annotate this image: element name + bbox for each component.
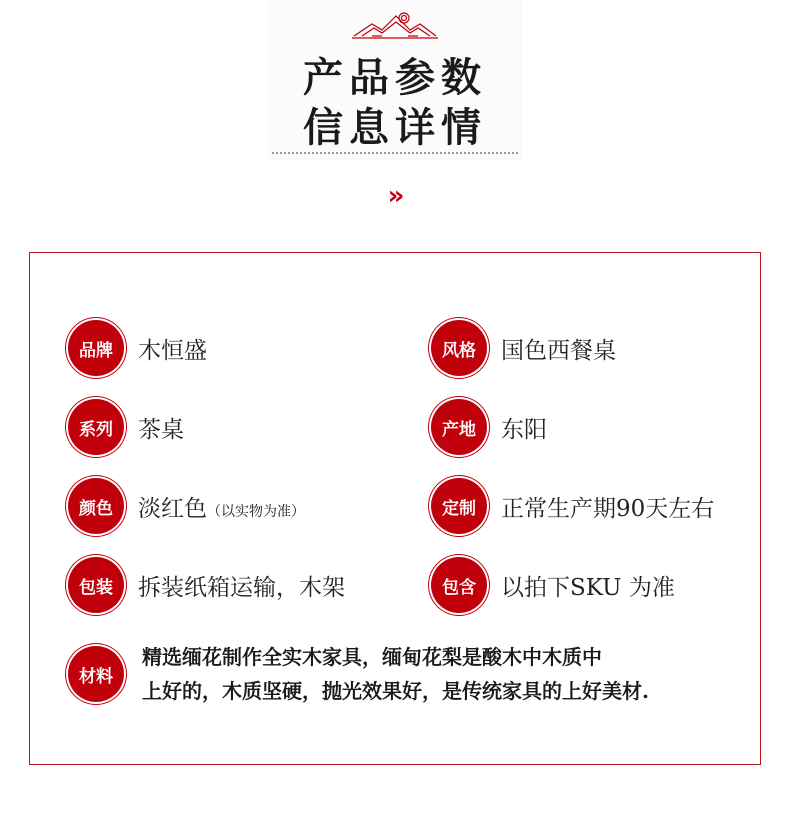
param-style xyxy=(431,320,616,376)
color-value: 淡红色 xyxy=(138,495,207,522)
dotted-divider xyxy=(272,152,518,154)
color-note: （以实物为准） xyxy=(207,503,305,520)
packing-value: 拆装纸箱运输，木架 xyxy=(138,574,345,601)
param-origin xyxy=(431,399,547,455)
material-line1: 精选缅花制作全实木家具，缅甸花梨是酸木中木质中 xyxy=(142,645,602,669)
material-badge: 材料 xyxy=(68,646,124,702)
brand-value: 木恒盛 xyxy=(138,337,207,364)
double-chevron-icon: » xyxy=(387,181,405,211)
contains-badge: 包含 xyxy=(431,557,487,613)
color-value-wrap xyxy=(138,490,305,523)
brand-badge: 品牌 xyxy=(68,320,124,376)
material-line2: 上好的，木质坚硬，抛光效果好，是传统家具的上好美材. xyxy=(142,679,649,703)
param-material xyxy=(68,640,742,708)
param-brand xyxy=(68,320,207,376)
packing-badge: 包装 xyxy=(68,557,124,613)
param-contains xyxy=(431,557,675,613)
page-title-line2: 信息详情 xyxy=(303,104,487,151)
param-series xyxy=(68,399,184,455)
param-custom xyxy=(431,478,714,534)
origin-badge: 产地 xyxy=(431,399,487,455)
param-color xyxy=(68,478,305,534)
contains-value: 以拍下SKU 为准 xyxy=(501,574,675,601)
color-badge: 颜色 xyxy=(68,478,124,534)
origin-value: 东阳 xyxy=(501,416,547,443)
material-description xyxy=(142,640,742,708)
custom-badge: 定制 xyxy=(431,478,487,534)
series-badge: 系列 xyxy=(68,399,124,455)
param-packing xyxy=(68,557,345,613)
style-value: 国色西餐桌 xyxy=(501,337,616,364)
style-badge: 风格 xyxy=(431,320,487,376)
mountain-logo-icon xyxy=(352,10,438,40)
custom-value: 正常生产期90天左右 xyxy=(501,495,715,522)
page-title-line1: 产品参数 xyxy=(303,54,487,101)
series-value: 茶桌 xyxy=(138,416,184,443)
